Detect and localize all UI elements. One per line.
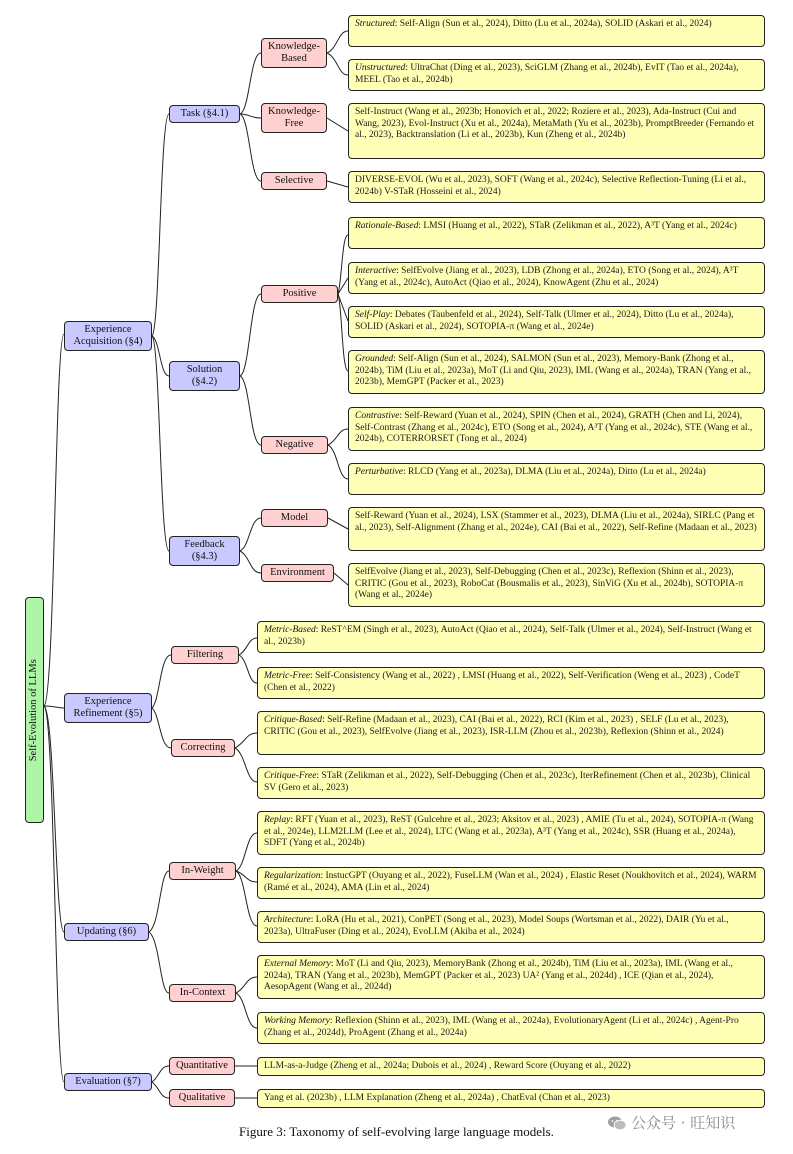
leaf-refs: Self-Reward (Yuan et al., 2024), SPIN (Chen et al., 2024), GRATH (Chen and Li, 2024), Self-Contrast (Zhang et al., 2024c), ETO (Song et al., 2024), A³T (Yang et al., 2024c), STE (Wang et al., 2024b), COTERRORSET (Tong et al., 2024): [355, 411, 753, 445]
node-qualitative: Qualitative: [169, 1089, 235, 1107]
leaf-category: Unstructured: [355, 63, 406, 73]
watermark: [607, 1112, 735, 1133]
watermark-text: 公众号 · 旺知识: [631, 1114, 736, 1132]
node-experience-acquisition: Experience Acquisition (§4): [64, 321, 152, 351]
leaf-metric-free: Metric-Free: Self-Consistency (Wang et al., 2022) , LMSI (Huang et al., 2022), Self-Verification (Weng et al., 2023) , CodeT (Chen et al., 2022): [257, 667, 765, 699]
leaf-knowledge-free: [348, 103, 765, 159]
leaf-category: Structured: [355, 19, 395, 29]
figure-caption: Figure 3: Taxonomy of self-evolving large language models.: [239, 1124, 554, 1139]
node-in-context: In-Context: [169, 984, 236, 1002]
wechat-icon: [607, 1115, 627, 1131]
node-solution: Solution (§4.2): [169, 361, 240, 391]
leaf-category: Working Memory: [264, 1016, 330, 1026]
leaf-refs: RLCD (Yang et al., 2023a), DLMA (Liu et al., 2024a), Ditto (Lu et al., 2024a): [408, 467, 706, 477]
leaf-critique-based: Critique-Based: Self-Refine (Madaan et al., 2023), CAI (Bai et al., 2022), RCI (Kim et al., 2023) , SELF (Lu et al., 2023), CRITIC (Gou et al., 2023), SelfEvolve (Jiang et al., 2023), ISR-LLM (Zhou et al., 2023b), Reflexion (Shinn et al., 2024): [257, 711, 765, 755]
leaf-refs: UltraChat (Ding et al., 2023), SciGLM (Zhang et al., 2024b), EvIT (Tao et al., 2024a), MEEL (Tao et al., 2024b): [355, 63, 739, 85]
node-knowledge-based: Knowledge-Based: [261, 38, 327, 68]
leaf-refs: InstucGPT (Ouyang et al., 2022), FuseLLM (Wan et al., 2024) , Elastic Reset (Noukhovitch et al., 2024), WARM (Ramé et al., 2024), AMA (Lin et al., 2024): [264, 871, 757, 893]
leaf-refs: MoT (Li and Qiu, 2023), MemoryBank (Zhong et al., 2024b), TiM (Liu et al., 2023a), IML (Wang et al., 2024a), TRAN (Yang et al., 2023b), MemGPT (Packer et al., 2023) UA² (Yang et al., 2024d) , ICE (Qian et al., 2024), AesopAgent (Wang et al., 2024d): [264, 959, 733, 993]
leaf-refs: LoRA (Hu et al., 2021), ConPET (Song et al., 2023), Model Soups (Wortsman et al., 2022), DAIR (Yu et al., 2023a), UltraFuser (Ding et al., 2024), EvoLLM (Akiba et al., 2024): [264, 915, 729, 937]
leaf-category: Replay: [264, 815, 291, 825]
leaf-category: Perturbative: [355, 467, 404, 477]
leaf-replay: Replay: RFT (Yuan et al., 2023), ReST (Gulcehre et al., 2023; Aksitov et al., 2023) , AMIE (Tu et al., 2024), SOTOPIA-π (Wang et al., 2024e), LLM2LLM (Lee et al., 2024), LTC (Wang et al., 2023a), A³T (Yang et al., 2024c), SSR (Huang et al., 2024a), SDFT (Yang et al., 2024b): [257, 811, 765, 855]
root-label: Self-Evolution of LLMs: [28, 658, 40, 762]
leaf-metric-based: Metric-Based: ReST^EM (Singh et al., 2023), AutoAct (Qiao et al., 2024), Self-Talk (Ulmer et al., 2024), Self-Instruct (Wang et al., 2023b): [257, 621, 765, 653]
leaf-refs: Reflexion (Shinn et al., 2023), IML (Wang et al., 2024a), EvolutionaryAgent (Li et al., 2024c) , Agent-Pro (Zhang et al., 2024d), ProAgent (Zhang et al., 2024a): [264, 1016, 739, 1038]
node-evaluation: Evaluation (§7): [64, 1073, 152, 1091]
node-quantitative: Quantitative: [169, 1057, 235, 1075]
leaf-category: Contrastive: [355, 411, 400, 421]
leaf-refs: Self-Instruct (Wang et al., 2023b; Honovich et al., 2022; Roziere et al., 2023), Ada-Instruct (Cui and Wang, 2023), Evol-Instruct (Xu et al., 2024a), MetaMath (Yu et al., 2023b), PromptBreeder (Fernando et al., 2023), Backtranslation (Li et al., 2023b), Kun (Zheng et al., 2024b): [355, 107, 755, 141]
leaf-grounded: Grounded: Self-Align (Sun et al., 2024), SALMON (Sun et al., 2023), Memory-Bank (Zhong et al., 2024b), TiM (Liu et al., 2023a), MoT (Li and Qiu, 2023), IML (Wang et al., 2024a), TRAN (Yang et al., 2023b), MemGPT (Packer et al., 2023): [348, 350, 765, 394]
node-positive: Positive: [261, 285, 338, 303]
leaf-contrastive: Contrastive: Self-Reward (Yuan et al., 2024), SPIN (Chen et al., 2024), GRATH (Chen and Li, 2024), Self-Contrast (Zhang et al., 2024c), ETO (Song et al., 2024), A³T (Yang et al., 2024c), STE (Wang et al., 2024b), COTERRORSET (Tong et al., 2024): [348, 407, 765, 451]
leaf-category: Self-Play: [355, 310, 390, 320]
leaf-unstructured: Unstructured: UltraChat (Ding et al., 2023), SciGLM (Zhang et al., 2024b), EvIT (Tao et al., 2024a), MEEL (Tao et al., 2024b): [348, 59, 765, 91]
node-negative: Negative: [261, 436, 328, 454]
leaf-working-memory: Working Memory: Reflexion (Shinn et al., 2023), IML (Wang et al., 2024a), EvolutionaryAgent (Li et al., 2024c) , Agent-Pro (Zhang et al., 2024d), ProAgent (Zhang et al., 2024a): [257, 1012, 765, 1044]
leaf-refs: DIVERSE-EVOL (Wu et al., 2023), SOFT (Wang et al., 2024c), Selective Reflection-Tuning (Li et al., 2024b) V-STaR (Hosseini et al., 2024): [355, 175, 747, 197]
leaf-category: Regularization: [264, 871, 321, 881]
node-selective: Selective: [261, 172, 327, 190]
leaf-category: Critique-Based: [264, 715, 323, 725]
leaf-critique-free: Critique-Free: STaR (Zelikman et al., 2022), Self-Debugging (Chen et al., 2023c), IterRefinement (Chen et al., 2023b), Clinical SV (Gero et al., 2023): [257, 767, 765, 799]
leaf-perturbative: Perturbative: RLCD (Yang et al., 2023a), DLMA (Liu et al., 2024a), Ditto (Lu et al., 2024a): [348, 463, 765, 495]
leaf-architecture: Architecture: LoRA (Hu et al., 2021), ConPET (Song et al., 2023), Model Soups (Wortsman et al., 2022), DAIR (Yu et al., 2023a), UltraFuser (Ding et al., 2024), EvoLLM (Akiba et al., 2024): [257, 911, 765, 943]
leaf-refs: Self-Refine (Madaan et al., 2023), CAI (Bai et al., 2022), RCI (Kim et al., 2023) , SELF (Lu et al., 2023), CRITIC (Gou et al., 2023), SelfEvolve (Jiang et al., 2023), ISR-LLM (Zhou et al., 2023b), Reflexion (Shinn et al., 2024): [264, 715, 729, 737]
leaf-category: Architecture: [264, 915, 311, 925]
node-model: Model: [261, 509, 328, 527]
leaf-refs: STaR (Zelikman et al., 2022), Self-Debugging (Chen et al., 2023c), IterRefinement (Chen et al., 2023b), Clinical SV (Gero et al., 2023): [264, 771, 751, 793]
leaf-refs: Self-Reward (Yuan et al., 2024), LSX (Stammer et al., 2023), DLMA (Liu et al., 2024a), SIRLC (Pang et al., 2023), Self-Alignment (Zhang et al., 2024e), CAI (Bai et al., 2022), Self-Refine (Madaan et al., 2023): [355, 511, 757, 533]
node-updating: Updating (§6): [64, 923, 149, 941]
leaf-refs: Self-Align (Sun et al., 2024), SALMON (Sun et al., 2023), Memory-Bank (Zhong et al., 2024b), TiM (Liu et al., 2023a), MoT (Li and Qiu, 2023), IML (Wang et al., 2024a), TRAN (Yang et al., 2023b), MemGPT (Packer et al., 2023): [355, 354, 751, 388]
leaf-refs: SelfEvolve (Jiang et al., 2023), LDB (Zhong et al., 2024a), ETO (Song et al., 2024), A³T (Yang et al., 2024c), AutoAct (Qiao et al., 2024), KnowAgent (Zhu et al., 2024): [355, 266, 739, 288]
node-filtering: Filtering: [171, 646, 239, 664]
node-experience-refinement: Experience Refinement (§5): [64, 693, 152, 723]
leaf-selective: [348, 171, 765, 203]
leaf-refs: Yang et al. (2023b) , LLM Explanation (Zheng et al., 2024a) , ChatEval (Chan et al., 2023): [264, 1093, 610, 1103]
leaf-category: Metric-Free: [264, 671, 311, 681]
node-correcting: Correcting: [171, 739, 235, 757]
leaf-rationale-based: Rationale-Based: LMSI (Huang et al., 2022), STaR (Zelikman et al., 2022), A³T (Yang et al., 2024c): [348, 217, 765, 249]
leaf-refs: RFT (Yuan et al., 2023), ReST (Gulcehre et al., 2023; Aksitov et al., 2023) , AMIE (Tu et al., 2024), SOTOPIA-π (Wang et al., 2024e), LLM2LLM (Lee et al., 2024), LTC (Wang et al., 2023a), A³T (Yang et al., 2024c), SSR (Huang et al., 2024a), SDFT (Yang et al., 2024b): [264, 815, 754, 849]
leaf-refs: Self-Consistency (Wang et al., 2022) , LMSI (Huang et al., 2022), Self-Verification (Weng et al., 2023) , CodeT (Chen et al., 2022): [264, 671, 740, 693]
leaf-category: Metric-Based: [264, 625, 316, 635]
leaf-external-memory: External Memory: MoT (Li and Qiu, 2023), MemoryBank (Zhong et al., 2024b), TiM (Liu et al., 2023a), IML (Wang et al., 2024a), TRAN (Yang et al., 2023b), MemGPT (Packer et al., 2023) UA² (Yang et al., 2024d) , ICE (Qian et al., 2024), AesopAgent (Wang et al., 2024d): [257, 955, 765, 999]
leaf-interactive: Interactive: SelfEvolve (Jiang et al., 2023), LDB (Zhong et al., 2024a), ETO (Song et al., 2024), A³T (Yang et al., 2024c), AutoAct (Qiao et al., 2024), KnowAgent (Zhu et al., 2024): [348, 262, 765, 294]
leaf-refs: ReST^EM (Singh et al., 2023), AutoAct (Qiao et al., 2024), Self-Talk (Ulmer et al., 2024), Self-Instruct (Wang et al., 2023b): [264, 625, 752, 647]
leaf-category: Interactive: [355, 266, 397, 276]
leaf-model: [348, 507, 765, 551]
leaf-category: Rationale-Based: [355, 221, 419, 231]
leaf-category: Grounded: [355, 354, 394, 364]
leaf-self-play: Self-Play: Debates (Taubenfeld et al., 2024), Self-Talk (Ulmer et al., 2024), Ditto (Lu et al., 2024a), SOLID (Askari et al., 2024), SOTOPIA-π (Wang et al., 2024e): [348, 306, 765, 338]
leaf-refs: LMSI (Huang et al., 2022), STaR (Zelikman et al., 2022), A³T (Yang et al., 2024c): [423, 221, 737, 231]
root-node: [25, 597, 44, 823]
leaf-qualitative: [257, 1089, 765, 1108]
leaf-category: Critique-Free: [264, 771, 317, 781]
leaf-environment: [348, 563, 765, 607]
leaf-refs: SelfEvolve (Jiang et al., 2023), Self-Debugging (Chen et al., 2023c), Reflexion (Shinn et al., 2023), CRITIC (Gou et al., 2023), RoboCat (Bousmalis et al., 2023), SinViG (Xu et al., 2024b), SOTOPIA-π (Wang et al., 2024e): [355, 567, 744, 601]
leaf-refs: Debates (Taubenfeld et al., 2024), Self-Talk (Ulmer et al., 2024), Ditto (Lu et al., 2024a), SOLID (Askari et al., 2024), SOTOPIA-π (Wang et al., 2024e): [355, 310, 734, 332]
node-feedback: Feedback (§4.3): [169, 536, 240, 566]
leaf-quantitative: [257, 1057, 765, 1076]
leaf-category: External Memory: [264, 959, 331, 969]
leaf-refs: LLM-as-a-Judge (Zheng et al., 2024a; Dubois et al., 2024) , Reward Score (Ouyang et al., 2022): [264, 1061, 631, 1071]
node-in-weight: In-Weight: [169, 862, 236, 880]
node-task: Task (§4.1): [169, 105, 240, 123]
node-knowledge-free: Knowledge-Free: [261, 103, 327, 133]
leaf-regularization: Regularization: InstucGPT (Ouyang et al., 2022), FuseLLM (Wan et al., 2024) , Elastic Reset (Noukhovitch et al., 2024), WARM (Ramé et al., 2024), AMA (Lin et al., 2024): [257, 867, 765, 899]
leaf-refs: Self-Align (Sun et al., 2024), Ditto (Lu et al., 2024a), SOLID (Askari et al., 2024): [399, 19, 712, 29]
node-environment: Environment: [261, 564, 334, 582]
leaf-structured: Structured: Self-Align (Sun et al., 2024), Ditto (Lu et al., 2024a), SOLID (Askari et al., 2024): [348, 15, 765, 47]
